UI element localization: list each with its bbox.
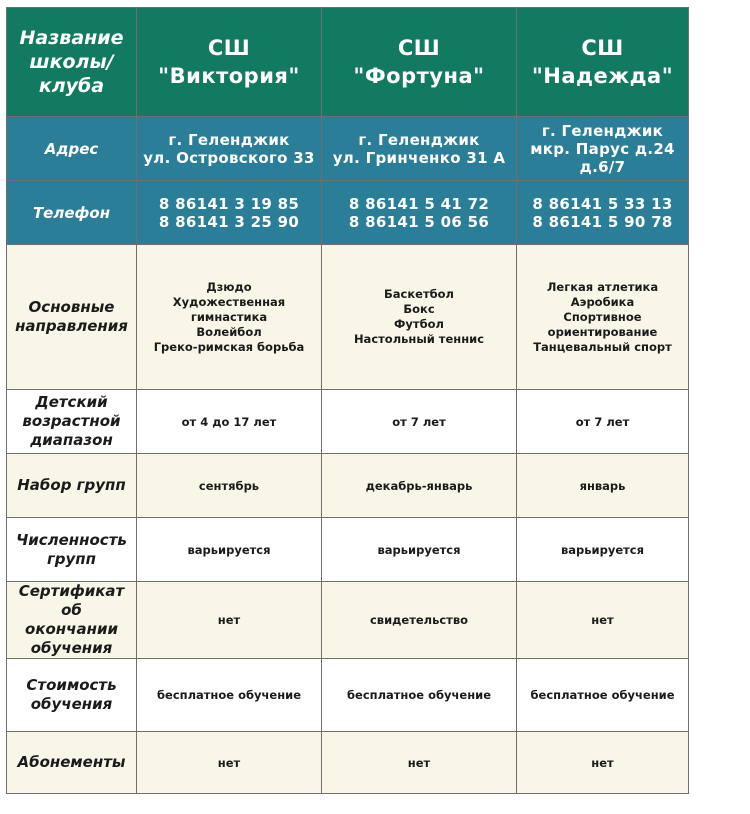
school-name: "Фортуна"	[353, 64, 485, 88]
direction-item: Футбол	[394, 317, 444, 331]
address-cell	[517, 117, 689, 181]
cost-row	[7, 659, 689, 732]
certificate-cell: свидетельство	[322, 582, 517, 659]
direction-item: Волейбол	[196, 324, 262, 339]
group-size-cell: варьируется	[517, 518, 689, 582]
phone-label: Телефон	[7, 181, 137, 245]
school-type: СШ	[581, 36, 624, 60]
certificate-label-line: об	[61, 601, 82, 619]
school-header-nadezhda	[517, 8, 689, 117]
enrollment-row	[7, 454, 689, 518]
age-label-line: диапазон	[30, 431, 113, 449]
age-label	[7, 390, 137, 454]
address-line: ул. Гринченко 31 А	[332, 148, 506, 167]
direction-item: Спортивное	[563, 309, 642, 324]
direction-item: Греко-римская борьба	[153, 339, 305, 354]
school-name: "Надежда"	[531, 64, 674, 88]
group-size-row	[7, 518, 689, 582]
school-header-victoria	[137, 8, 322, 117]
cost-cell: бесплатное обучение	[517, 659, 689, 732]
certificate-cell: нет	[137, 582, 322, 659]
group-size-label-line: групп	[46, 549, 97, 568]
subscriptions-cell: нет	[137, 732, 322, 794]
header-label-cell	[7, 8, 137, 117]
subscriptions-row	[7, 732, 689, 794]
address-line: д.6/7	[579, 157, 626, 176]
directions-row	[7, 245, 689, 390]
address-line: ул. Островского 33	[143, 148, 315, 167]
direction-item: Танцевальный спорт	[533, 339, 672, 354]
phone-number: 8 86141 5 90 78	[532, 212, 673, 231]
school-type: СШ	[397, 36, 441, 60]
age-cell: от 7 лет	[322, 390, 517, 454]
certificate-label	[7, 582, 137, 659]
header-label-line: Название	[19, 27, 124, 49]
direction-item: Дзюдо	[206, 279, 252, 294]
group-size-label	[7, 518, 137, 582]
direction-item: Художественная	[172, 294, 286, 309]
cost-cell: бесплатное обучение	[322, 659, 517, 732]
group-size-cell: варьируется	[137, 518, 322, 582]
phone-number: 8 86141 3 19 85	[158, 194, 300, 213]
certificate-label-line: окончании	[25, 620, 118, 638]
address-cell	[322, 117, 517, 181]
directions-label	[7, 245, 137, 390]
address-line: г. Геленджик	[168, 130, 290, 149]
cost-label-line: Стоимость	[26, 676, 117, 694]
certificate-cell: нет	[517, 582, 689, 659]
direction-item: гимнастика	[190, 309, 268, 324]
address-line: г. Геленджик	[358, 130, 480, 149]
enrollment-cell: декабрь-январь	[322, 454, 517, 518]
age-label-line: возрастной	[22, 412, 121, 430]
phone-cell	[517, 181, 689, 245]
phone-row	[7, 181, 689, 245]
school-type: СШ	[207, 36, 251, 60]
enrollment-cell: январь	[517, 454, 689, 518]
address-line: г. Геленджик	[541, 121, 664, 140]
certificate-label-line: Сертификат	[18, 582, 125, 600]
direction-item: Баскетбол	[384, 287, 454, 301]
address-label: Адрес	[7, 117, 137, 181]
subscriptions-cell: нет	[322, 732, 517, 794]
phone-number: 8 86141 5 33 13	[532, 194, 673, 213]
age-label-line: Детский	[35, 393, 108, 411]
age-cell: от 7 лет	[517, 390, 689, 454]
subscriptions-label: Абонементы	[7, 732, 137, 794]
cost-label-line: обучения	[30, 695, 113, 713]
direction-item: Бокс	[403, 302, 435, 316]
certificate-label-line: обучения	[30, 639, 113, 657]
enrollment-cell: сентябрь	[137, 454, 322, 518]
directions-cell	[517, 245, 689, 390]
directions-cell	[137, 245, 322, 390]
address-line: мкр. Парус д.24	[530, 139, 675, 158]
schools-comparison-table	[6, 7, 689, 794]
direction-item: Аэробика	[570, 294, 635, 309]
group-size-label-line: Численность	[16, 530, 127, 549]
address-cell	[137, 117, 322, 181]
group-size-cell: варьируется	[322, 518, 517, 582]
age-cell: от 4 до 17 лет	[137, 390, 322, 454]
subscriptions-cell: нет	[517, 732, 689, 794]
enrollment-label: Набор групп	[7, 454, 137, 518]
school-name: "Виктория"	[158, 64, 300, 88]
directions-cell	[322, 245, 517, 390]
school-header-fortuna	[322, 8, 517, 117]
age-row	[7, 390, 689, 454]
phone-cell	[322, 181, 517, 245]
phone-number: 8 86141 5 41 72	[348, 194, 490, 213]
cost-cell: бесплатное обучение	[137, 659, 322, 732]
header-label-line: школы/	[29, 51, 114, 73]
header-row	[7, 8, 689, 117]
phone-number: 8 86141 5 06 56	[348, 212, 490, 231]
certificate-row	[7, 582, 689, 659]
phone-number: 8 86141 3 25 90	[158, 212, 300, 231]
directions-label-line: Основные	[28, 298, 115, 316]
header-label-line: клуба	[38, 75, 105, 97]
address-row	[7, 117, 689, 181]
directions-label-line: направления	[15, 317, 128, 335]
direction-item: Легкая атлетика	[546, 279, 659, 294]
direction-item: ориентирование	[547, 324, 658, 339]
direction-item: Настольный теннис	[353, 332, 485, 346]
cost-label	[7, 659, 137, 732]
phone-cell	[137, 181, 322, 245]
